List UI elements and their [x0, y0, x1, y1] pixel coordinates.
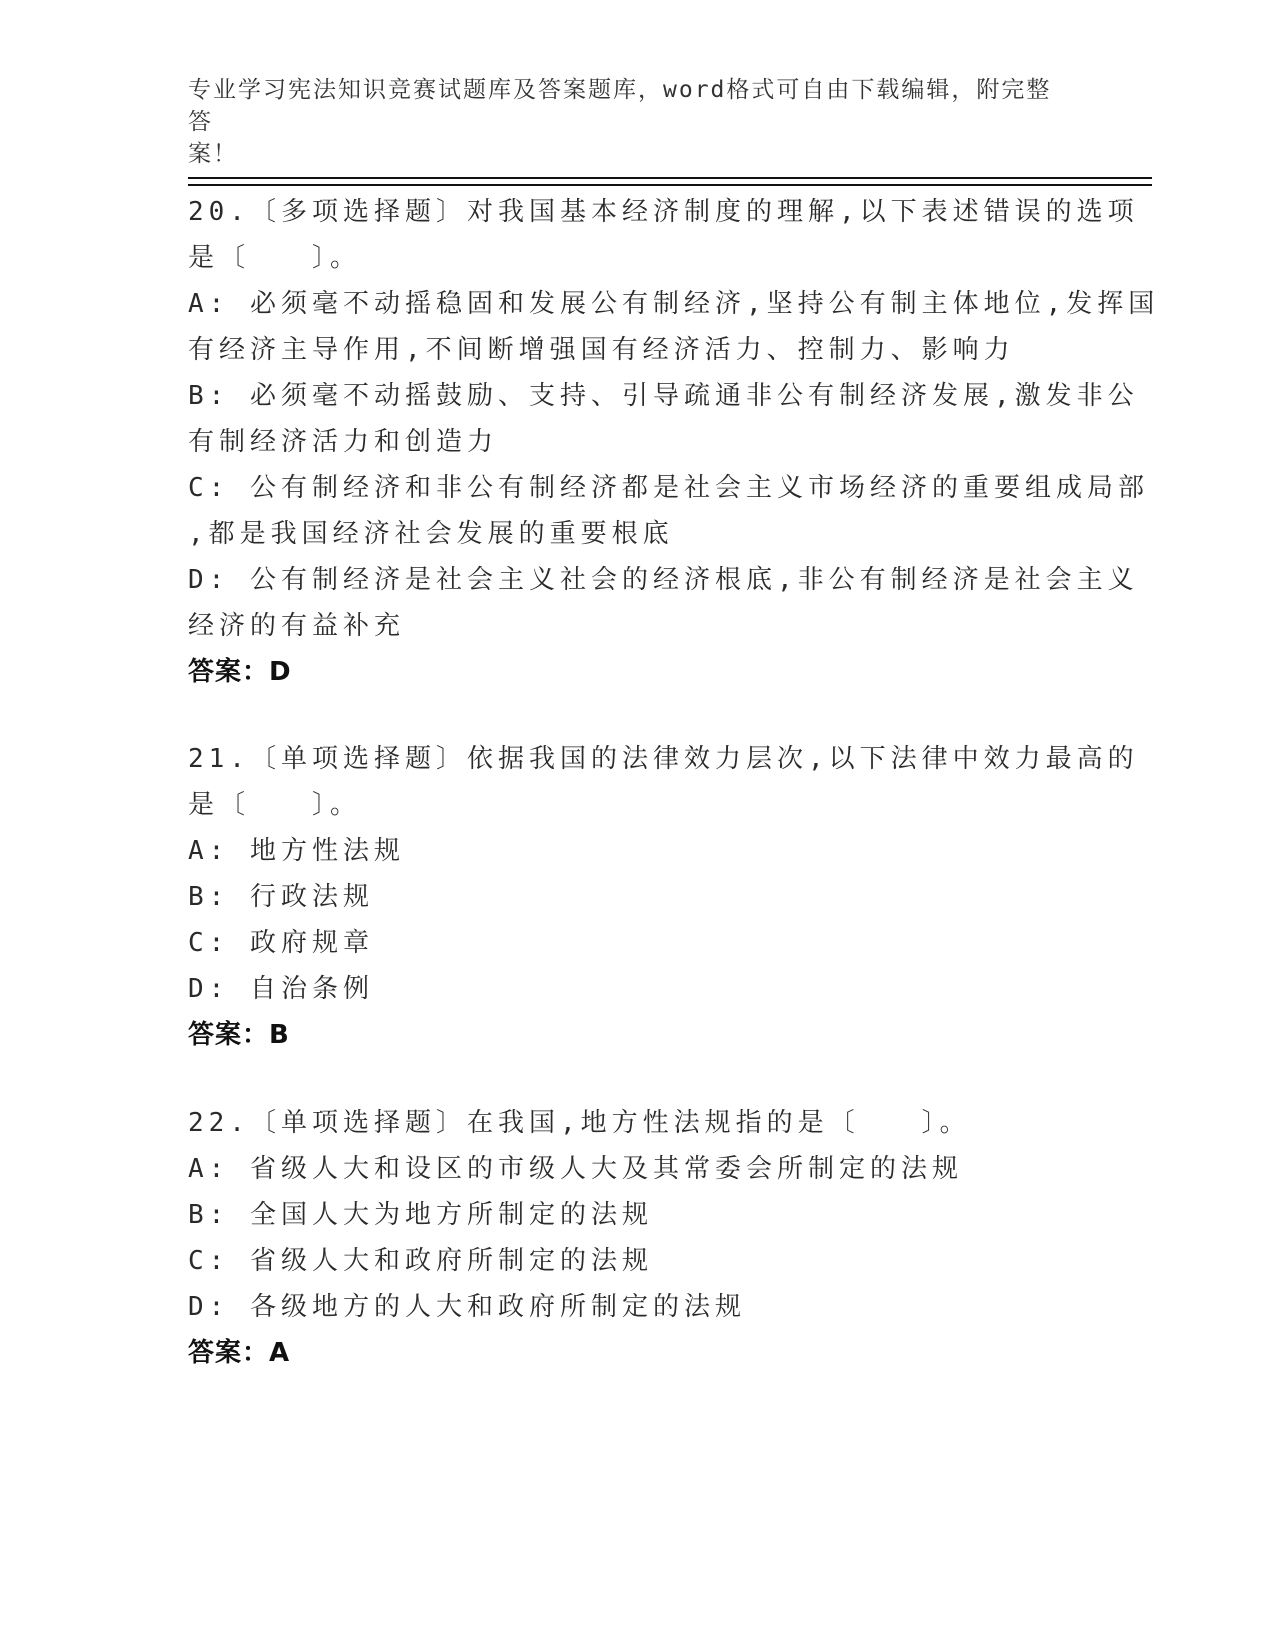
option-a: A: 地方性法规	[188, 836, 405, 866]
option-a: A: 省级人大和设区的市级人大及其常委会所制定的法规	[188, 1154, 963, 1184]
question-stem-cont: 是〔 〕。	[188, 243, 362, 273]
document-header	[188, 74, 1068, 170]
option-d: D: 自治条例	[188, 974, 374, 1004]
option-a-cont: 有经济主导作用,不间断增强国有经济活力、控制力、影响力	[188, 335, 1015, 365]
answer: 答案：B	[188, 1020, 290, 1050]
header-line-1: 专业学习宪法知识竞赛试题库及答案题库，word格式可自由下载编辑，附完整答	[188, 77, 1052, 135]
header-line-2: 案！	[188, 141, 238, 167]
header-divider-bottom	[188, 184, 1152, 186]
question-stem: 20.〔多项选择题〕对我国基本经济制度的理解,以下表述错误的选项	[188, 197, 1139, 227]
option-d: D: 公有制经济是社会主义社会的经济根底,非公有制经济是社会主义	[188, 565, 1139, 595]
option-c-cont: ,都是我国经济社会发展的重要根底	[188, 519, 674, 549]
question-stem-cont: 是〔 〕。	[188, 790, 362, 820]
option-c: C: 政府规章	[188, 928, 374, 958]
option-c: C: 公有制经济和非公有制经济都是社会主义市场经济的重要组成局部	[188, 473, 1149, 503]
header-divider-top	[188, 177, 1152, 179]
answer: 答案：A	[188, 1338, 291, 1368]
question-22	[188, 1100, 1088, 1376]
question-stem: 22.〔单项选择题〕在我国,地方性法规指的是〔 〕。	[188, 1108, 971, 1138]
option-c: C: 省级人大和政府所制定的法规	[188, 1246, 653, 1276]
question-stem: 21.〔单项选择题〕依据我国的法律效力层次,以下法律中效力最高的	[188, 744, 1139, 774]
option-a: A: 必须毫不动摇稳固和发展公有制经济,坚持公有制主体地位,发挥国	[188, 289, 1160, 319]
question-21	[188, 736, 1139, 1058]
option-d-cont: 经济的有益补充	[188, 611, 406, 641]
option-b: B: 必须毫不动摇鼓励、支持、引导疏通非公有制经济发展,激发非公	[188, 381, 1139, 411]
option-b: B: 行政法规	[188, 882, 374, 912]
option-b-cont: 有制经济活力和创造力	[188, 427, 499, 457]
answer: 答案：D	[188, 657, 292, 687]
option-d: D: 各级地方的人大和政府所制定的法规	[188, 1292, 746, 1322]
option-b: B: 全国人大为地方所制定的法规	[188, 1200, 653, 1230]
question-20	[188, 189, 1160, 695]
